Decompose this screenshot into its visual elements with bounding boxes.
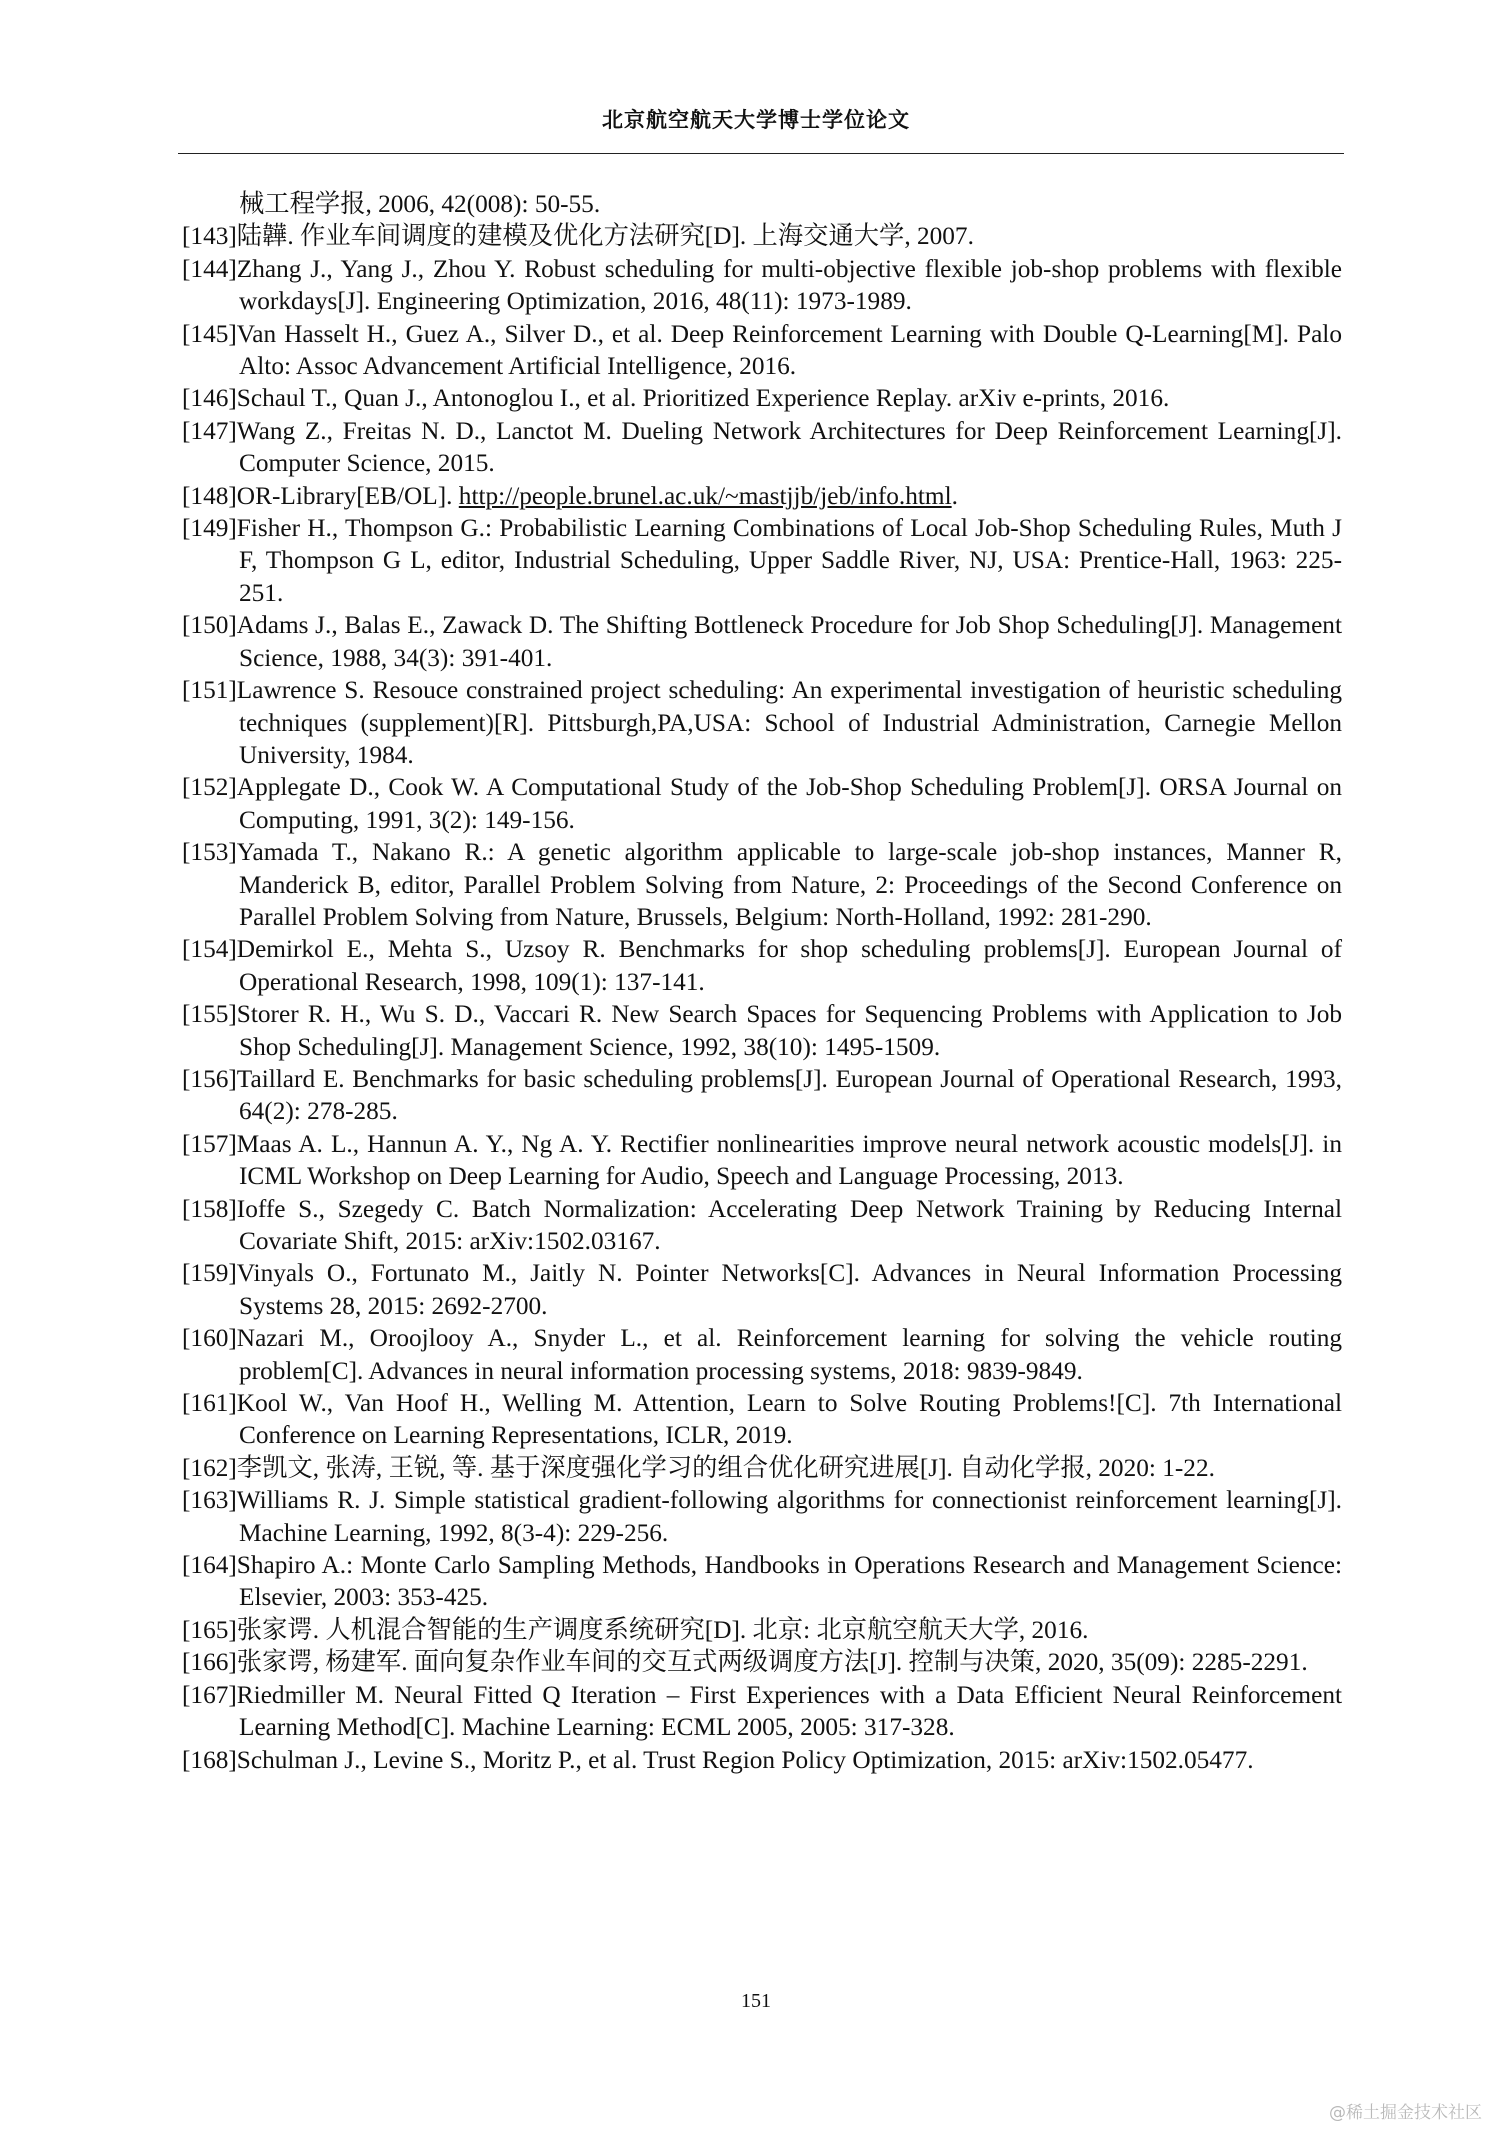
reference-item: [182, 220, 1342, 252]
reference-number: [145]: [182, 319, 237, 348]
reference-text: Storer R. H., Wu S. D., Vaccari R. New Search Spaces for Sequencing Problems with Application to Job Shop Scheduling[J]. Management Science, 1992, 38(10): 1495-1509.: [236, 1000, 1342, 1061]
reference-list: [182, 188, 1342, 1776]
reference-text: Van Hasselt H., Guez A., Silver D., et al. Deep Reinforcement Learning with Double Q-Learning[M]. Palo Alto: Assoc Advancement Artificial Intelligence, 2016.: [236, 319, 1342, 381]
reference-number: [167]: [182, 1680, 237, 1709]
reference-item: [182, 1484, 1342, 1549]
reference-text: Fisher H., Thompson G.: Probabilistic Learning Combinations of Local Job-Shop Scheduling Rules, Muth J F, Thompson G L, editor, Industrial Scheduling, Upper Saddle River, NJ, USA: Prentice-Hall, 1963: 225-251.: [236, 514, 1342, 607]
reference-item: [182, 998, 1342, 1063]
reference-number: [146]: [182, 384, 237, 413]
reference-item: [182, 609, 1342, 674]
reference-item: [182, 1193, 1342, 1258]
reference-text: Nazari M., Oroojlooy A., Snyder L., et al. Reinforcement learning for solving the vehicle routing problem[C]. Advances in neural information processing systems, 2018: 9839-9849.: [236, 1324, 1342, 1385]
reference-item: [182, 1679, 1342, 1744]
reference-item: [182, 1063, 1342, 1128]
reference-text: Williams R. J. Simple statistical gradient-following algorithms for connectionist reinforcement learning[J]. Machine Learning, 1992, 8(3-4): 229-256.: [236, 1486, 1342, 1547]
reference-number: [152]: [182, 773, 237, 802]
reference-number: [143]: [182, 222, 237, 251]
reference-continuation: 械工程学报, 2006, 42(008): 50-55.: [239, 190, 601, 218]
reference-number: [160]: [182, 1324, 237, 1353]
reference-item: [182, 836, 1342, 933]
reference-text: Yamada T., Nakano R.: A genetic algorithm applicable to large-scale job-shop instances, Manner R, Manderick B, editor, Parallel Problem Solving from Nature, 2: Proceedings of the Second Conference on Parallel Problem Solving from Nature, Brussels, Belgium: North-Holland, 1992: 281-290.: [236, 838, 1342, 931]
reference-number: [150]: [182, 611, 237, 640]
reference-item: [182, 1128, 1342, 1193]
reference-item: [182, 318, 1342, 383]
reference-text: Applegate D., Cook W. A Computational Study of the Job-Shop Scheduling Problem[J]. ORSA Journal on Computing, 1991, 3(2): 149-156.: [236, 773, 1342, 834]
reference-number: [158]: [182, 1194, 237, 1223]
reference-item: [182, 1257, 1342, 1322]
reference-link[interactable]: http://people.brunel.ac.uk/~mastjjb/jeb/info.html: [458, 481, 952, 510]
page-number: 151: [741, 1990, 771, 2012]
reference-number: [151]: [182, 676, 237, 705]
reference-number: [148]: [182, 481, 237, 510]
reference-item: [182, 480, 1342, 512]
reference-number: [157]: [182, 1129, 237, 1158]
reference-number: [155]: [182, 1000, 237, 1029]
reference-item: [182, 1322, 1342, 1387]
reference-item: [182, 1614, 1342, 1646]
reference-suffix: .: [951, 481, 958, 510]
reference-number: [164]: [182, 1551, 237, 1580]
reference-text: OR-Library[EB/OL].: [236, 481, 459, 510]
reference-text: Demirkol E., Mehta S., Uzsoy R. Benchmarks for shop scheduling problems[J]. European Journal of Operational Research, 1998, 109(1): 137-141.: [236, 935, 1342, 996]
reference-item: [182, 1452, 1342, 1484]
reference-item: [182, 674, 1342, 771]
reference-item: [182, 1549, 1342, 1614]
reference-text: Schaul T., Quan J., Antonoglou I., et al. Prioritized Experience Replay. arXiv e-prints, 2016.: [236, 384, 1170, 413]
reference-text: 李凯文, 张涛, 王锐, 等. 基于深度强化学习的组合优化研究进展[J]. 自动化学报, 2020: 1-22.: [236, 1453, 1215, 1482]
reference-item: [182, 253, 1342, 318]
reference-item: [182, 382, 1342, 414]
reference-text: Vinyals O., Fortunato M., Jaitly N. Pointer Networks[C]. Advances in Neural Information Processing Systems 28, 2015: 2692-2700.: [236, 1259, 1342, 1320]
reference-item: [182, 933, 1342, 998]
reference-number: [166]: [182, 1648, 237, 1677]
reference-item: [182, 415, 1342, 480]
reference-text: Lawrence S. Resouce constrained project scheduling: An experimental investigation of heuristic scheduling techniques (supplement)[R]. Pittsburgh,PA,USA: School of Industrial Administration, Carnegie Mellon University, 1984.: [236, 676, 1342, 769]
reference-item: [182, 1744, 1342, 1776]
reference-number: [162]: [182, 1453, 237, 1482]
reference-text: Schulman J., Levine S., Moritz P., et al. Trust Region Policy Optimization, 2015: arXiv:1502.05477.: [236, 1745, 1254, 1774]
reference-number: [149]: [182, 514, 237, 543]
reference-text: Shapiro A.: Monte Carlo Sampling Methods, Handbooks in Operations Research and Management Science: Elsevier, 2003: 353-425.: [236, 1551, 1342, 1612]
reference-number: [168]: [182, 1745, 237, 1774]
reference-item: [182, 771, 1342, 836]
reference-item: [182, 1646, 1342, 1678]
reference-number: [144]: [182, 254, 237, 283]
reference-text: Adams J., Balas E., Zawack D. The Shifting Bottleneck Procedure for Job Shop Scheduling[J]. Management Science, 1988, 34(3): 391-401.: [236, 611, 1342, 672]
reference-number: [165]: [182, 1615, 237, 1644]
reference-number: [147]: [182, 416, 237, 445]
reference-text: Riedmiller M. Neural Fitted Q Iteration – First Experiences with a Data Efficient Neural Reinforcement Learning Method[C]. Machine Learning: ECML 2005, 2005: 317-328.: [236, 1680, 1342, 1742]
reference-text: Taillard E. Benchmarks for basic scheduling problems[J]. European Journal of Operational Research, 1993, 64(2): 278-285.: [236, 1064, 1342, 1126]
reference-text: Kool W., Van Hoof H., Welling M. Attention, Learn to Solve Routing Problems![C]. 7th International Conference on Learning Representations, ICLR, 2019.: [236, 1389, 1342, 1450]
page-header-title: 北京航空航天大学博士学位论文: [602, 108, 910, 132]
reference-item: [182, 1387, 1342, 1452]
reference-number: [154]: [182, 935, 237, 964]
reference-text: 陆韡. 作业车间调度的建模及优化方法研究[D]. 上海交通大学, 2007.: [236, 222, 974, 251]
reference-text: Ioffe S., Szegedy C. Batch Normalization: Accelerating Deep Network Training by Reducing Internal Covariate Shift, 2015: arXiv:1502.03167.: [236, 1194, 1342, 1255]
reference-number: [161]: [182, 1389, 237, 1418]
watermark: @稀土掘金技术社区: [1329, 2103, 1482, 2123]
header-divider: [178, 153, 1344, 154]
reference-number: [159]: [182, 1259, 237, 1288]
reference-entries: [182, 220, 1342, 1776]
reference-number: [153]: [182, 838, 237, 867]
reference-item: [182, 512, 1342, 609]
reference-text: 张家谔, 杨建军. 面向复杂作业车间的交互式两级调度方法[J]. 控制与决策, 2020, 35(09): 2285-2291.: [236, 1648, 1308, 1677]
reference-text: Wang Z., Freitas N. D., Lanctot M. Dueling Network Architectures for Deep Reinforcement Learning[J]. Computer Science, 2015.: [236, 416, 1342, 478]
reference-number: [163]: [182, 1486, 237, 1515]
reference-text: Zhang J., Yang J., Zhou Y. Robust scheduling for multi-objective flexible job-shop problems with flexible workdays[J]. Engineering Optimization, 2016, 48(11): 1973-1989.: [236, 254, 1342, 316]
reference-text: Maas A. L., Hannun A. Y., Ng A. Y. Rectifier nonlinearities improve neural network acoustic models[J]. in ICML Workshop on Deep Learning for Audio, Speech and Language Processing, 2013.: [236, 1129, 1342, 1191]
reference-number: [156]: [182, 1064, 237, 1093]
reference-text: 张家谔. 人机混合智能的生产调度系统研究[D]. 北京: 北京航空航天大学, 2016.: [236, 1615, 1089, 1644]
